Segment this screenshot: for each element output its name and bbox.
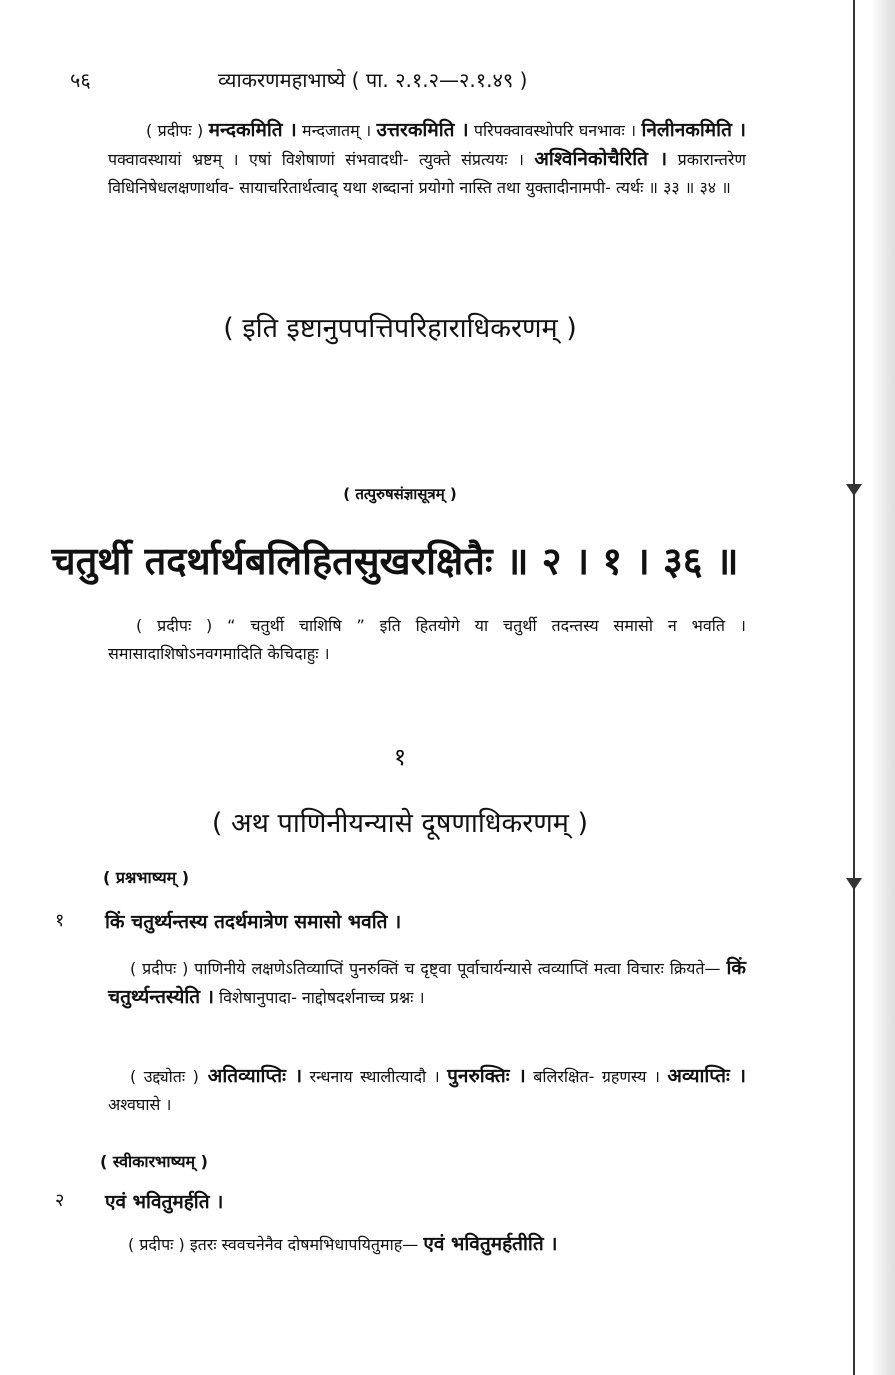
commentary-text: परिपक्वावस्थोपरि घनभावः । <box>468 121 642 140</box>
bhashya-text: एवं भवितुमर्हति । <box>105 1191 224 1213</box>
commentary-text: विशेषानुपादा- नाद्दोषदर्शनाच्च प्रश्नः । <box>213 988 425 1007</box>
uddyota-1-paragraph <box>108 1062 746 1119</box>
prashna-bhashya-label: ( प्रश्नभाष्यम् ) <box>103 868 190 887</box>
pradipa-label: ( प्रदीपः ) <box>130 959 189 978</box>
uddyota-label: ( उद्द्योतः ) <box>130 1067 199 1086</box>
adhikarana-title: ( अथ पाणिनीयन्यासे दूषणाधिकरणम् ) <box>211 808 589 839</box>
commentary-text: पक्वावस्थायां भ्रष्टम् । एषां विशेषाणां संभवादधी- त्युक्ते संप्रत्ययः । <box>108 150 535 169</box>
margin-arrow-marker <box>846 878 862 890</box>
bhashya-number: १ <box>55 910 65 931</box>
bold-term: किं चतुर्थ्यन्तस्येति । <box>108 957 746 1008</box>
commentary-text: रन्धनाय स्थालीत्यादौ । <box>302 1067 448 1086</box>
scan-edge-shadow <box>870 0 895 1375</box>
commentary-text: मन्दजातम् । <box>296 121 377 140</box>
bold-term: उत्तरकमिति । <box>376 119 469 141</box>
commentary-text: पाणिनीये लक्षणेऽतिव्याप्तिं पुनरुक्तिं च दृष्ट्वा पूर्वाचार्यन्यासे त्वव्याप्तिं मत्वा विचारः क्रियते— <box>188 959 727 978</box>
commentary-text: “ चतुर्थी चाशिषि ” इति हितयोगे या चतुर्थी तदन्तस्य समासो न भवति । समासादाशिषोऽनवगमादिति केचिदाहुः । <box>108 616 746 663</box>
running-title: व्याकरणमहाभाष्ये ( पा. २.१.२—२.१.४९ ) <box>218 68 528 92</box>
commentary-text: इतरः स्ववचनेनैव दोषमभिधापयितुमाह— <box>184 1235 424 1254</box>
commentary-text: प्रकारान्तरेण विधिनिषेधलक्षणार्थाव- सायाचरितार्थत्वाद् यथा शब्दानां प्रयोगो नास्ति तथा युक्तादीनामपी- त्यर्थः ॥ ३३ ॥ ३४ ॥ <box>108 150 746 197</box>
bhashya-number: २ <box>55 1190 65 1211</box>
pradipa-label: ( प्रदीपः ) <box>136 616 213 635</box>
page-number: ५६ <box>70 68 91 92</box>
pradipa-label: ( प्रदीपः ) <box>146 121 204 140</box>
margin-rule <box>853 0 855 1375</box>
bold-term: मन्दकमिति । <box>208 119 297 141</box>
closing-section-title: ( इति इष्टानुपपत्तिपरिहाराधिकरणम् ) <box>223 313 577 344</box>
pradipa-1-paragraph <box>108 954 746 1012</box>
commentary-text: बलिरक्षित- ग्रहणस्य । <box>525 1067 668 1086</box>
svikara-bhashya-label: ( स्वीकारभाष्यम् ) <box>100 1152 208 1171</box>
sutra-heading: चतुर्थी तदर्थार्थबलिहितसुखरक्षितैः ॥ २ । १ । ३६ ॥ <box>51 539 739 583</box>
pradipa-2-paragraph <box>108 1230 768 1259</box>
pradipa-sutra-paragraph <box>108 612 746 668</box>
margin-arrow-marker <box>846 484 862 496</box>
commentary-text: अश्वघासे । <box>108 1095 172 1114</box>
section-number: १ <box>393 743 407 771</box>
bold-term: अव्याप्तिः । <box>667 1065 746 1087</box>
bold-term: अतिव्याप्तिः । <box>198 1065 303 1087</box>
bold-term: एवं भवितुमर्हतीति । <box>423 1233 558 1255</box>
bold-term: अश्विनिकोचैरिति । <box>534 148 668 170</box>
bhashya-text: किं चतुर्थ्यन्तस्य तदर्थमात्रेण समासो भवति । <box>105 911 402 933</box>
pradipa-top-paragraph <box>108 116 746 202</box>
bold-term: पुनरुक्तिः । <box>447 1065 526 1087</box>
sutra-label: ( तत्पुरुषसंज्ञासूत्रम् ) <box>343 485 457 503</box>
pradipa-label: ( प्रदीपः ) <box>128 1235 185 1254</box>
bold-term: निलीनकमिति । <box>641 119 746 141</box>
